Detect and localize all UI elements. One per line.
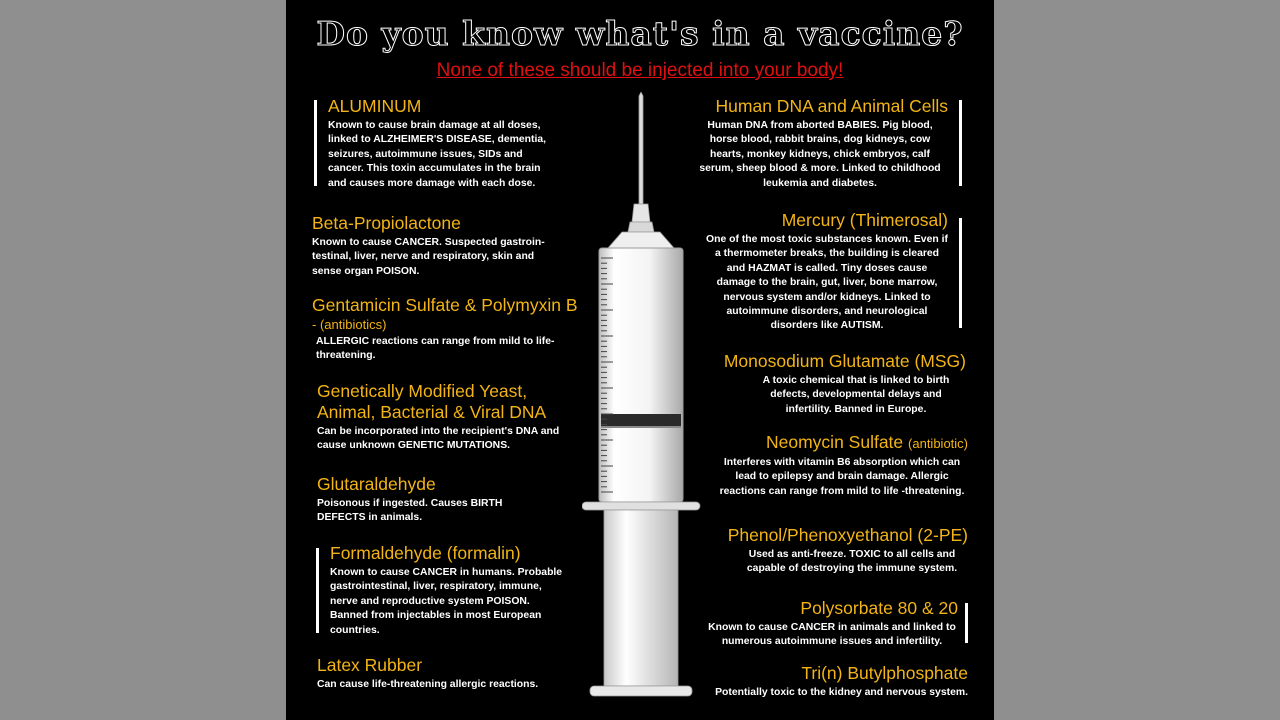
ingredient-mercury [706, 210, 948, 334]
accent-bar [314, 100, 317, 186]
ingredient-name: Gentamicin Sulfate & Polymyxin B [312, 295, 578, 315]
ingredient-name: Mercury (Thimerosal) [781, 210, 948, 230]
accent-bar [959, 100, 962, 186]
ingredient-description: One of the most toxic substances known. Even if a thermometer breaks, the building is cleared and HAZMAT is called. Tiny doses cause damage to the brain, gut, liver, bone marrow, nervous system and/or kidneys. Linked to autoimmune disorders, and neurological disorders like AUTISM. [706, 234, 948, 332]
ingredient-description: Human DNA from aborted BABIES. Pig blood, horse blood, rabbit brains, dog kidneys, cow hearts, monkey kidneys, chick embryos, calf serum, sheep blood & more. Linked to childhood leukemia and diabetes. [699, 120, 941, 189]
ingredient-description: Known to cause brain damage at all doses, linked to ALZHEIMER'S DISEASE, dementia, seizures, autoimmune issues, SIDs and cancer. This toxin accumulates in the brain and causes more damage with each dose. [328, 120, 547, 189]
ingredient-formaldehyde [330, 543, 568, 638]
ingredient-description: Used as anti-freeze. TOXIC to all cells and capable of destroying the immune system. [746, 549, 958, 575]
ingredient-name: Latex Rubber [317, 655, 423, 675]
ingredient-human-dna-animal-cells [692, 96, 948, 191]
ingredient-name: Phenol/Phenoxyethanol (2-PE) [727, 525, 968, 545]
ingredient-name: Genetically Modified Yeast, Animal, Bacterial & Viral DNA [317, 381, 547, 422]
ingredient-aluminum [328, 96, 560, 191]
ingredient-beta-propiolactone [312, 213, 562, 279]
ingredient-description: Can cause life-threatening allergic reactions. [317, 679, 539, 690]
ingredient-description: Known to cause CANCER in animals and linked to numerous autoimmune issues and infertility. [708, 622, 956, 648]
ingredient-description: Poisonous if ingested. Causes BIRTH DEFECTS in animals. [317, 498, 503, 524]
ingredient-description: Known to cause CANCER in humans. Probable gastrointestinal, liver, respiratory, immune, nerve and reproductive system POISON. Banned from injectables in most European countries. [330, 567, 563, 636]
ingredient-name: Beta-Propiolactone [312, 213, 461, 233]
accent-bar [959, 218, 962, 328]
ingredient-name [716, 432, 968, 454]
ingredient-name: Human DNA and Animal Cells [715, 96, 948, 116]
ingredient-description: Potentially toxic to the kidney and nervous system. [715, 687, 968, 698]
ingredient-description: Known to cause CANCER. Suspected gastroin-testinal, liver, nerve and respiratory, skin and sense organ POISON. [312, 237, 545, 277]
ingredient-glutaraldehyde [317, 474, 537, 526]
ingredient-description: Interferes with vitamin B6 absorption which can lead to epilepsy and brain damage. Allergic reactions can range from mild to life -threatening. [719, 457, 965, 497]
ingredient-gentamicin-polymyxin [312, 295, 602, 364]
ingredient-polysorbate [706, 598, 958, 650]
ingredient-name: Monosodium Glutamate (MSG) [723, 351, 966, 371]
ingredient-description: Can be incorporated into the recipient's DNA and cause unknown GENETIC MUTATIONS. [317, 426, 560, 452]
ingredient-name: Polysorbate 80 & 20 [800, 598, 958, 618]
ingredient-neomycin-sulfate [716, 432, 968, 499]
ingredient-tributylphosphate [696, 663, 968, 700]
infographic-panel [286, 0, 994, 720]
ingredient-name: Glutaraldehyde [317, 474, 436, 494]
ingredient-name: Formaldehyde (formalin) [330, 543, 521, 563]
ingredient-name: ALUMINUM [328, 96, 422, 116]
ingredient-note: - (antibiotics) [312, 317, 387, 332]
ingredient-description: ALLERGIC reactions can range from mild to life-threatening. [316, 336, 555, 362]
accent-bar [316, 548, 319, 633]
ingredient-description: A toxic chemical that is linked to birth defects, developmental delays and infertility. Banned in Europe. [762, 375, 950, 415]
ingredient-note: (antibiotic) [908, 436, 968, 451]
syringe-icon [582, 92, 702, 704]
accent-bar [965, 603, 968, 643]
ingredient-name-text: Neomycin Sulfate [766, 432, 904, 452]
ingredient-gmo-dna [317, 381, 567, 454]
ingredient-name: Tri(n) Butylphosphate [801, 663, 968, 683]
ingredient-latex-rubber [317, 655, 577, 692]
page-title: Do you know what's in a vaccine? [316, 14, 964, 53]
subtitle-warning: None of these should be injected into your body! [436, 60, 844, 81]
ingredient-msg [706, 351, 966, 417]
ingredient-phenol [706, 525, 968, 577]
